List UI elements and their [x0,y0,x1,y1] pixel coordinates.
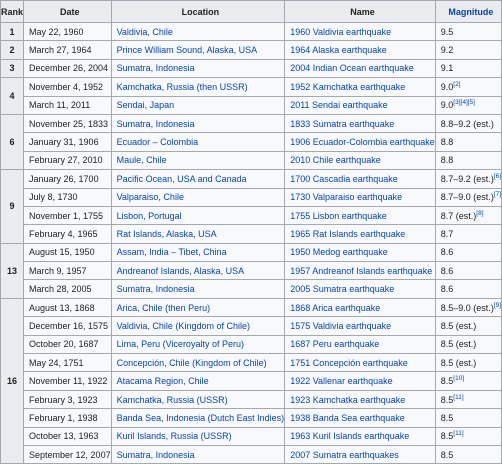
reference-superscript[interactable] [453,430,463,437]
date-cell: January 26, 1700 [24,170,112,188]
reference-link[interactable]: [6] [493,172,502,180]
rank-cell: 2 [1,41,24,59]
reference-superscript[interactable] [453,99,475,106]
name-cell[interactable] [285,114,436,132]
magnitude-cell: 8.7 [435,225,501,243]
earthquake-link[interactable]: 1957 Andreanof Islands earthquake [290,265,433,276]
magnitude-cell: 8.5[11] [435,390,501,408]
magnitude-cell: 9.2 [435,41,501,59]
location-link[interactable]: Lima, Peru (Viceroyalty of Peru) [116,339,244,350]
earthquake-link[interactable]: 2007 Sumatra earthquakes [290,449,399,460]
magnitude-cell: 8.7–9.0 (est.)[7] [435,188,501,206]
table-row [1,170,502,188]
reference-superscript[interactable] [453,375,464,382]
magnitude-cell: 9.5 [435,23,501,41]
magnitude-cell: 8.5 (est.) [435,317,501,335]
earthquake-link[interactable]: 1700 Cascadia earthquake [290,173,398,184]
location-cell[interactable] [111,59,285,77]
location-link[interactable]: Kuril Islands, Russia (USSR) [116,431,232,442]
name-cell[interactable] [285,151,436,169]
location-link[interactable]: Concepción, Chile (Kingdom of Chile) [116,357,267,368]
earthquake-link[interactable]: 2011 Sendai earthquake [290,100,388,111]
location-cell[interactable] [111,445,285,463]
name-cell[interactable] [285,243,436,261]
date-cell: September 12, 2007 [24,445,112,463]
earthquake-link[interactable]: 1868 Arica earthquake [290,302,381,313]
location-link[interactable]: Ecuador – Colombia [116,137,199,148]
magnitude-header[interactable]: Magnitude [435,1,501,23]
table-row [1,317,502,335]
date-cell: January 31, 1906 [24,133,112,151]
location-link[interactable]: Sumatra, Indonesia [116,118,195,129]
location-cell[interactable] [111,41,285,59]
date-cell: February 27, 2010 [24,151,112,169]
name-cell[interactable] [285,280,436,298]
location-link[interactable]: Prince William Sound, Alaska, USA [116,45,258,56]
reference-link[interactable]: [3][4][5] [453,99,475,107]
name-cell[interactable] [285,188,436,206]
location-cell[interactable] [111,262,285,280]
location-cell[interactable] [111,280,285,298]
earthquake-link[interactable]: 2005 Sumatra earthquake [290,284,395,295]
name-cell[interactable] [285,225,436,243]
magnitude-cell: 8.8–9.2 (est.) [435,114,501,132]
rank-cell: 9 [1,170,24,244]
name-cell[interactable] [285,78,436,96]
location-link[interactable]: Sendai, Japan [116,100,175,111]
location-cell[interactable] [111,133,285,151]
name-cell[interactable] [285,170,436,188]
rank-cell: 6 [1,114,24,169]
location-cell[interactable] [111,372,285,390]
reference-link[interactable]: [8] [476,209,484,217]
reference-link[interactable]: [9] [493,301,502,309]
table-row [1,78,502,96]
reference-link[interactable]: [11] [453,430,464,438]
reference-link[interactable]: [10] [453,375,465,383]
magnitude-cell: 8.6 [435,262,501,280]
magnitude-cell: 8.5–9.0 (est.)[9] [435,298,501,316]
earthquake-link[interactable]: 1922 Vallenar earthquake [290,376,393,387]
name-cell[interactable] [285,206,436,224]
location-link[interactable]: Andreanof Islands, Alaska, USA [116,265,245,276]
table-row [1,298,502,316]
reference-superscript[interactable] [494,302,501,309]
earthquake-link[interactable]: 1965 Rat Islands earthquake [290,228,406,239]
name-cell[interactable] [285,409,436,427]
earthquake-link[interactable]: 1950 Medog earthquake [290,247,388,258]
location-link[interactable]: Assam, India – Tibet, China [116,247,227,258]
date-cell: March 27, 1964 [24,41,112,59]
rank-cell: 16 [1,298,24,464]
table-row [1,23,502,41]
date-cell: November 25, 1833 [24,114,112,132]
reference-link[interactable]: [7] [493,191,502,199]
table-row [1,206,502,224]
magnitude-cell: 9.0[2] [435,78,501,96]
name-cell[interactable] [285,427,436,445]
rank-cell: 1 [1,23,24,41]
table-row [1,262,502,280]
name-cell[interactable] [285,372,436,390]
location-cell[interactable] [111,114,285,132]
table-row [1,96,502,114]
earthquake-link[interactable]: 2010 Chile earthquake [290,155,381,166]
date-cell: February 1, 1938 [24,409,112,427]
date-cell: October 20, 1687 [24,335,112,353]
location-link[interactable]: Pacific Ocean, USA and Canada [116,173,247,184]
magnitude-cell: 9.1 [435,59,501,77]
date-cell: December 26, 2004 [24,59,112,77]
table-row [1,427,502,445]
earthquake-link[interactable]: 1906 Ecuador-Colombia earthquake [290,137,435,148]
location-cell[interactable] [111,188,285,206]
magnitude-cell: 8.5 [435,409,501,427]
location-link[interactable]: Kamchatka, Russia (USSR) [116,394,228,405]
earthquake-link[interactable]: 1575 Valdivia earthquake [290,320,392,331]
location-link[interactable]: Sumatra, Indonesia [116,449,195,460]
name-cell[interactable] [285,317,436,335]
location-link[interactable]: Atacama Region, Chile [116,376,209,387]
name-cell[interactable] [285,23,436,41]
table-row [1,133,502,151]
date-cell: July 8, 1730 [24,188,112,206]
table-row [1,188,502,206]
location-link[interactable]: Sumatra, Indonesia [116,284,195,295]
reference-superscript[interactable] [494,191,501,198]
date-cell: December 16, 1575 [24,317,112,335]
location-link[interactable]: Lisbon, Portugal [116,210,182,221]
location-link[interactable]: Rat Islands, Alaska, USA [116,228,217,239]
name-cell[interactable] [285,390,436,408]
reference-superscript[interactable] [453,81,460,88]
magnitude-cell: 8.5 (est.) [435,335,501,353]
date-cell: March 11, 2011 [24,96,112,114]
magnitude-cell: 8.5 (est.) [435,354,501,372]
name-cell[interactable] [285,445,436,463]
earthquake-link[interactable]: 1963 Kuril Islands earthquake [290,431,410,442]
date-cell: May 24, 1751 [24,354,112,372]
magnitude-cell: 8.5 [435,445,501,463]
magnitude-cell: 8.6 [435,243,501,261]
magnitude-cell: 9.0[3][4][5] [435,96,501,114]
location-link[interactable]: Kamchatka, Russia (then USSR) [116,81,248,92]
date-cell: August 13, 1868 [24,298,112,316]
earthquake-link[interactable]: 1964 Alaska earthquake [290,45,387,56]
location-link[interactable]: Valparaiso, Chile [116,192,184,203]
earthquake-link[interactable]: 1730 Valparaiso earthquake [290,192,403,203]
earthquake-link[interactable]: 1938 Banda Sea earthquake [290,412,405,423]
location-cell[interactable] [111,298,285,316]
magnitude-cell: 8.7–9.2 (est.)[6] [435,170,501,188]
location-cell[interactable] [111,96,285,114]
earthquake-link[interactable]: 1960 Valdivia earthquake [290,26,392,37]
name-cell[interactable] [285,298,436,316]
reference-superscript[interactable] [476,210,483,217]
rank-header[interactable]: Rank [1,1,24,23]
table-row [1,114,502,132]
location-link[interactable]: Valdivia, Chile (Kingdom of Chile) [116,320,250,331]
name-cell[interactable] [285,335,436,353]
location-cell[interactable] [111,170,285,188]
name-cell[interactable] [285,133,436,151]
date-cell: February 3, 1923 [24,390,112,408]
date-cell: October 13, 1963 [24,427,112,445]
location-link[interactable]: Valdivia, Chile [116,26,173,37]
date-cell: November 11, 1922 [24,372,112,390]
location-link[interactable]: Banda Sea, Indonesia (Dutch East Indies) [116,412,285,423]
reference-link[interactable]: [2] [453,80,461,88]
date-cell: March 9, 1957 [24,262,112,280]
location-cell[interactable] [111,390,285,408]
magnitude-cell: 8.5[10] [435,372,501,390]
reference-link[interactable]: [11] [453,393,464,401]
earthquake-link[interactable]: 2004 Indian Ocean earthquake [290,63,414,74]
earthquake-link[interactable]: 1952 Kamchatka earthquake [290,81,406,92]
magnitude-cell: 8.8 [435,151,501,169]
magnitude-cell: 8.5[11] [435,427,501,445]
reference-superscript[interactable] [453,394,463,401]
table-row [1,151,502,169]
table-row [1,243,502,261]
name-header[interactable]: Name [285,1,436,23]
earthquake-link[interactable]: 1751 Concepción earthquake [290,357,408,368]
name-cell[interactable] [285,354,436,372]
magnitude-cell: 8.8 [435,133,501,151]
location-cell[interactable] [111,151,285,169]
table-row [1,280,502,298]
date-cell: August 15, 1950 [24,243,112,261]
location-cell[interactable] [111,23,285,41]
location-cell[interactable] [111,427,285,445]
reference-superscript[interactable] [494,173,501,180]
date-cell: February 4, 1965 [24,225,112,243]
table-row [1,335,502,353]
location-cell[interactable] [111,225,285,243]
date-cell: November 4, 1952 [24,78,112,96]
table-row [1,41,502,59]
location-cell[interactable] [111,78,285,96]
earthquake-link[interactable]: 1687 Peru earthquake [290,339,380,350]
location-cell[interactable] [111,243,285,261]
table-row [1,390,502,408]
date-cell: May 22, 1960 [24,23,112,41]
location-link[interactable]: Sumatra, Indonesia [116,63,195,74]
earthquake-link[interactable]: 1923 Kamchatka earthquake [290,394,406,405]
earthquake-link[interactable]: 1833 Sumatra earthquake [290,118,395,129]
magnitude-cell: 8.7 (est.)[8] [435,206,501,224]
name-cell[interactable] [285,59,436,77]
date-header[interactable]: Date [24,1,112,23]
rank-cell: 13 [1,243,24,298]
name-cell[interactable] [285,41,436,59]
location-cell[interactable] [111,206,285,224]
header-row [1,1,502,23]
location-cell[interactable] [111,354,285,372]
table-row [1,409,502,427]
magnitude-cell: 8.6 [435,280,501,298]
rank-cell: 3 [1,59,24,77]
location-link[interactable]: Maule, Chile [116,155,167,166]
name-cell[interactable] [285,96,436,114]
table-row [1,445,502,463]
table-row [1,59,502,77]
location-cell[interactable] [111,317,285,335]
location-cell[interactable] [111,409,285,427]
earthquake-link[interactable]: 1755 Lisbon earthquake [290,210,387,221]
rank-cell: 4 [1,78,24,115]
table-row [1,354,502,372]
date-cell: November 1, 1755 [24,206,112,224]
location-header[interactable]: Location [111,1,285,23]
location-link[interactable]: Arica, Chile (then Peru) [116,302,211,313]
date-cell: March 28, 2005 [24,280,112,298]
table-row [1,372,502,390]
name-cell[interactable] [285,262,436,280]
table-row [1,225,502,243]
location-cell[interactable] [111,335,285,353]
